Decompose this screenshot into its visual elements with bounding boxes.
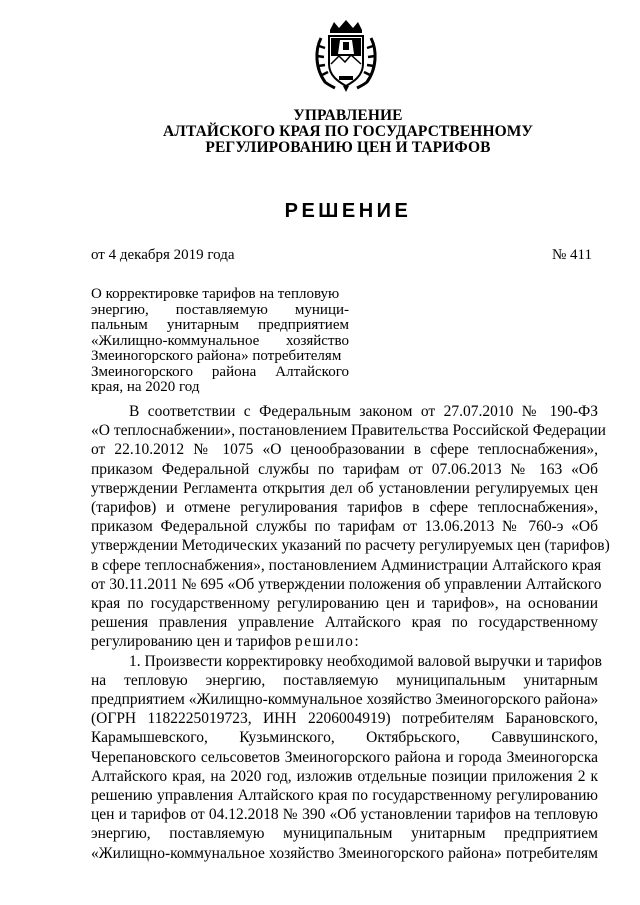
subject-line: края, на 2020 год (91, 379, 200, 395)
body-line: решению управления Алтайского края по государственному регулированию (91, 787, 598, 805)
issuing-authority (120, 108, 576, 156)
body-line: Карамышевского, Кузьминского, Октябрьского, Саввушинского, (91, 729, 598, 747)
body-line: (ОГРН 1182225019723, ИНН 2206004919) потребителям Барановского, (91, 710, 598, 728)
body-line: края по государственному регулированию цен и тарифов», на основании (91, 595, 598, 613)
document-body (91, 402, 610, 863)
body-line: В соответствии с Федеральным законом от 27.07.2010 № 190-ФЗ (129, 403, 598, 420)
subject-line: О корректировке тарифов на тепловую (91, 286, 340, 302)
body-line: 1. Произвести корректировку необходимой валовой выручки и тарифов (129, 652, 602, 670)
body-line: Черепановского сельсоветов Змеиногорского района и города Змеиногорска (91, 748, 598, 766)
body-line: от 22.10.2012 № 1075 «О ценообразовании в сфере теплоснабжения», (91, 441, 598, 459)
body-line: утверждении Методических указаний по расчету регулируемых цен (тарифов) (91, 537, 610, 555)
org-line: АЛТАЙСКОГО КРАЯ ПО ГОСУДАРСТВЕННОМУ (163, 123, 533, 140)
body-line: приказом Федеральной службы по тарифам от 07.06.2013 № 163 «Об (91, 460, 598, 478)
body-line: предприятием «Жилищно-коммунальное хозяйство Змеиногорского района» (91, 691, 599, 709)
coat-of-arms-emblem (313, 20, 379, 94)
body-line: (тарифов) и отмене регулирования тарифов в сфере теплоснабжения», (91, 499, 598, 517)
body-line: «Жилищно-коммунальное хозяйство Змеиногорского района» потребителям (91, 844, 598, 862)
subject-line: «Жилищно-коммунальное хозяйство (91, 332, 349, 349)
document-title: РЕШЕНИЕ (284, 200, 412, 222)
body-line: утверждении Регламента открытия дел об установлении регулируемых цен (91, 479, 598, 497)
org-line: РЕГУЛИРОВАНИЮ ЦЕН И ТАРИФОВ (205, 139, 491, 156)
body-line: на тепловую энергию, поставляемую муниципальным унитарным (91, 671, 598, 689)
document-subject (91, 287, 349, 396)
decision-word: решило (295, 633, 355, 651)
subject-line: Змеиногорского района» потребителям (91, 348, 342, 364)
body-line: от 30.11.2011 № 695 «Об утверждении положения об управлении Алтайского (91, 575, 602, 593)
body-line-text: регулированию цен и тарифов (91, 633, 292, 651)
body-line: «О теплоснабжении», постановлением Правительства Российской Федерации (91, 422, 606, 440)
body-line: решения правления управление Алтайского края по государственному (91, 614, 598, 632)
subject-line: пальным унитарным предприятием (91, 317, 349, 333)
body-line: приказом Федеральной службы по тарифам от 13.06.2013 № 760-э «Об (91, 518, 598, 536)
decision-colon: : (354, 633, 359, 651)
body-line (91, 632, 598, 651)
body-line: Алтайского края, на 2020 год, изложив отдельные позиции приложения 2 к (91, 767, 598, 785)
body-line: энергию, поставляемую муниципальным унитарным предприятием (91, 825, 598, 843)
document-date: от 4 декабря 2019 года (91, 247, 235, 263)
body-line: цен и тарифов от 04.12.2018 № 390 «Об установлении тарифов на тепловую (91, 806, 598, 824)
org-line: УПРАВЛЕНИЕ (293, 107, 403, 124)
subject-line: энергию, поставляемую муници- (91, 301, 349, 318)
subject-line: Змеиногорского района Алтайского (91, 363, 349, 380)
body-line: в сфере теплоснабжения», постановлением Администрации Алтайского края (91, 556, 602, 574)
document-number: № 411 (551, 247, 592, 263)
